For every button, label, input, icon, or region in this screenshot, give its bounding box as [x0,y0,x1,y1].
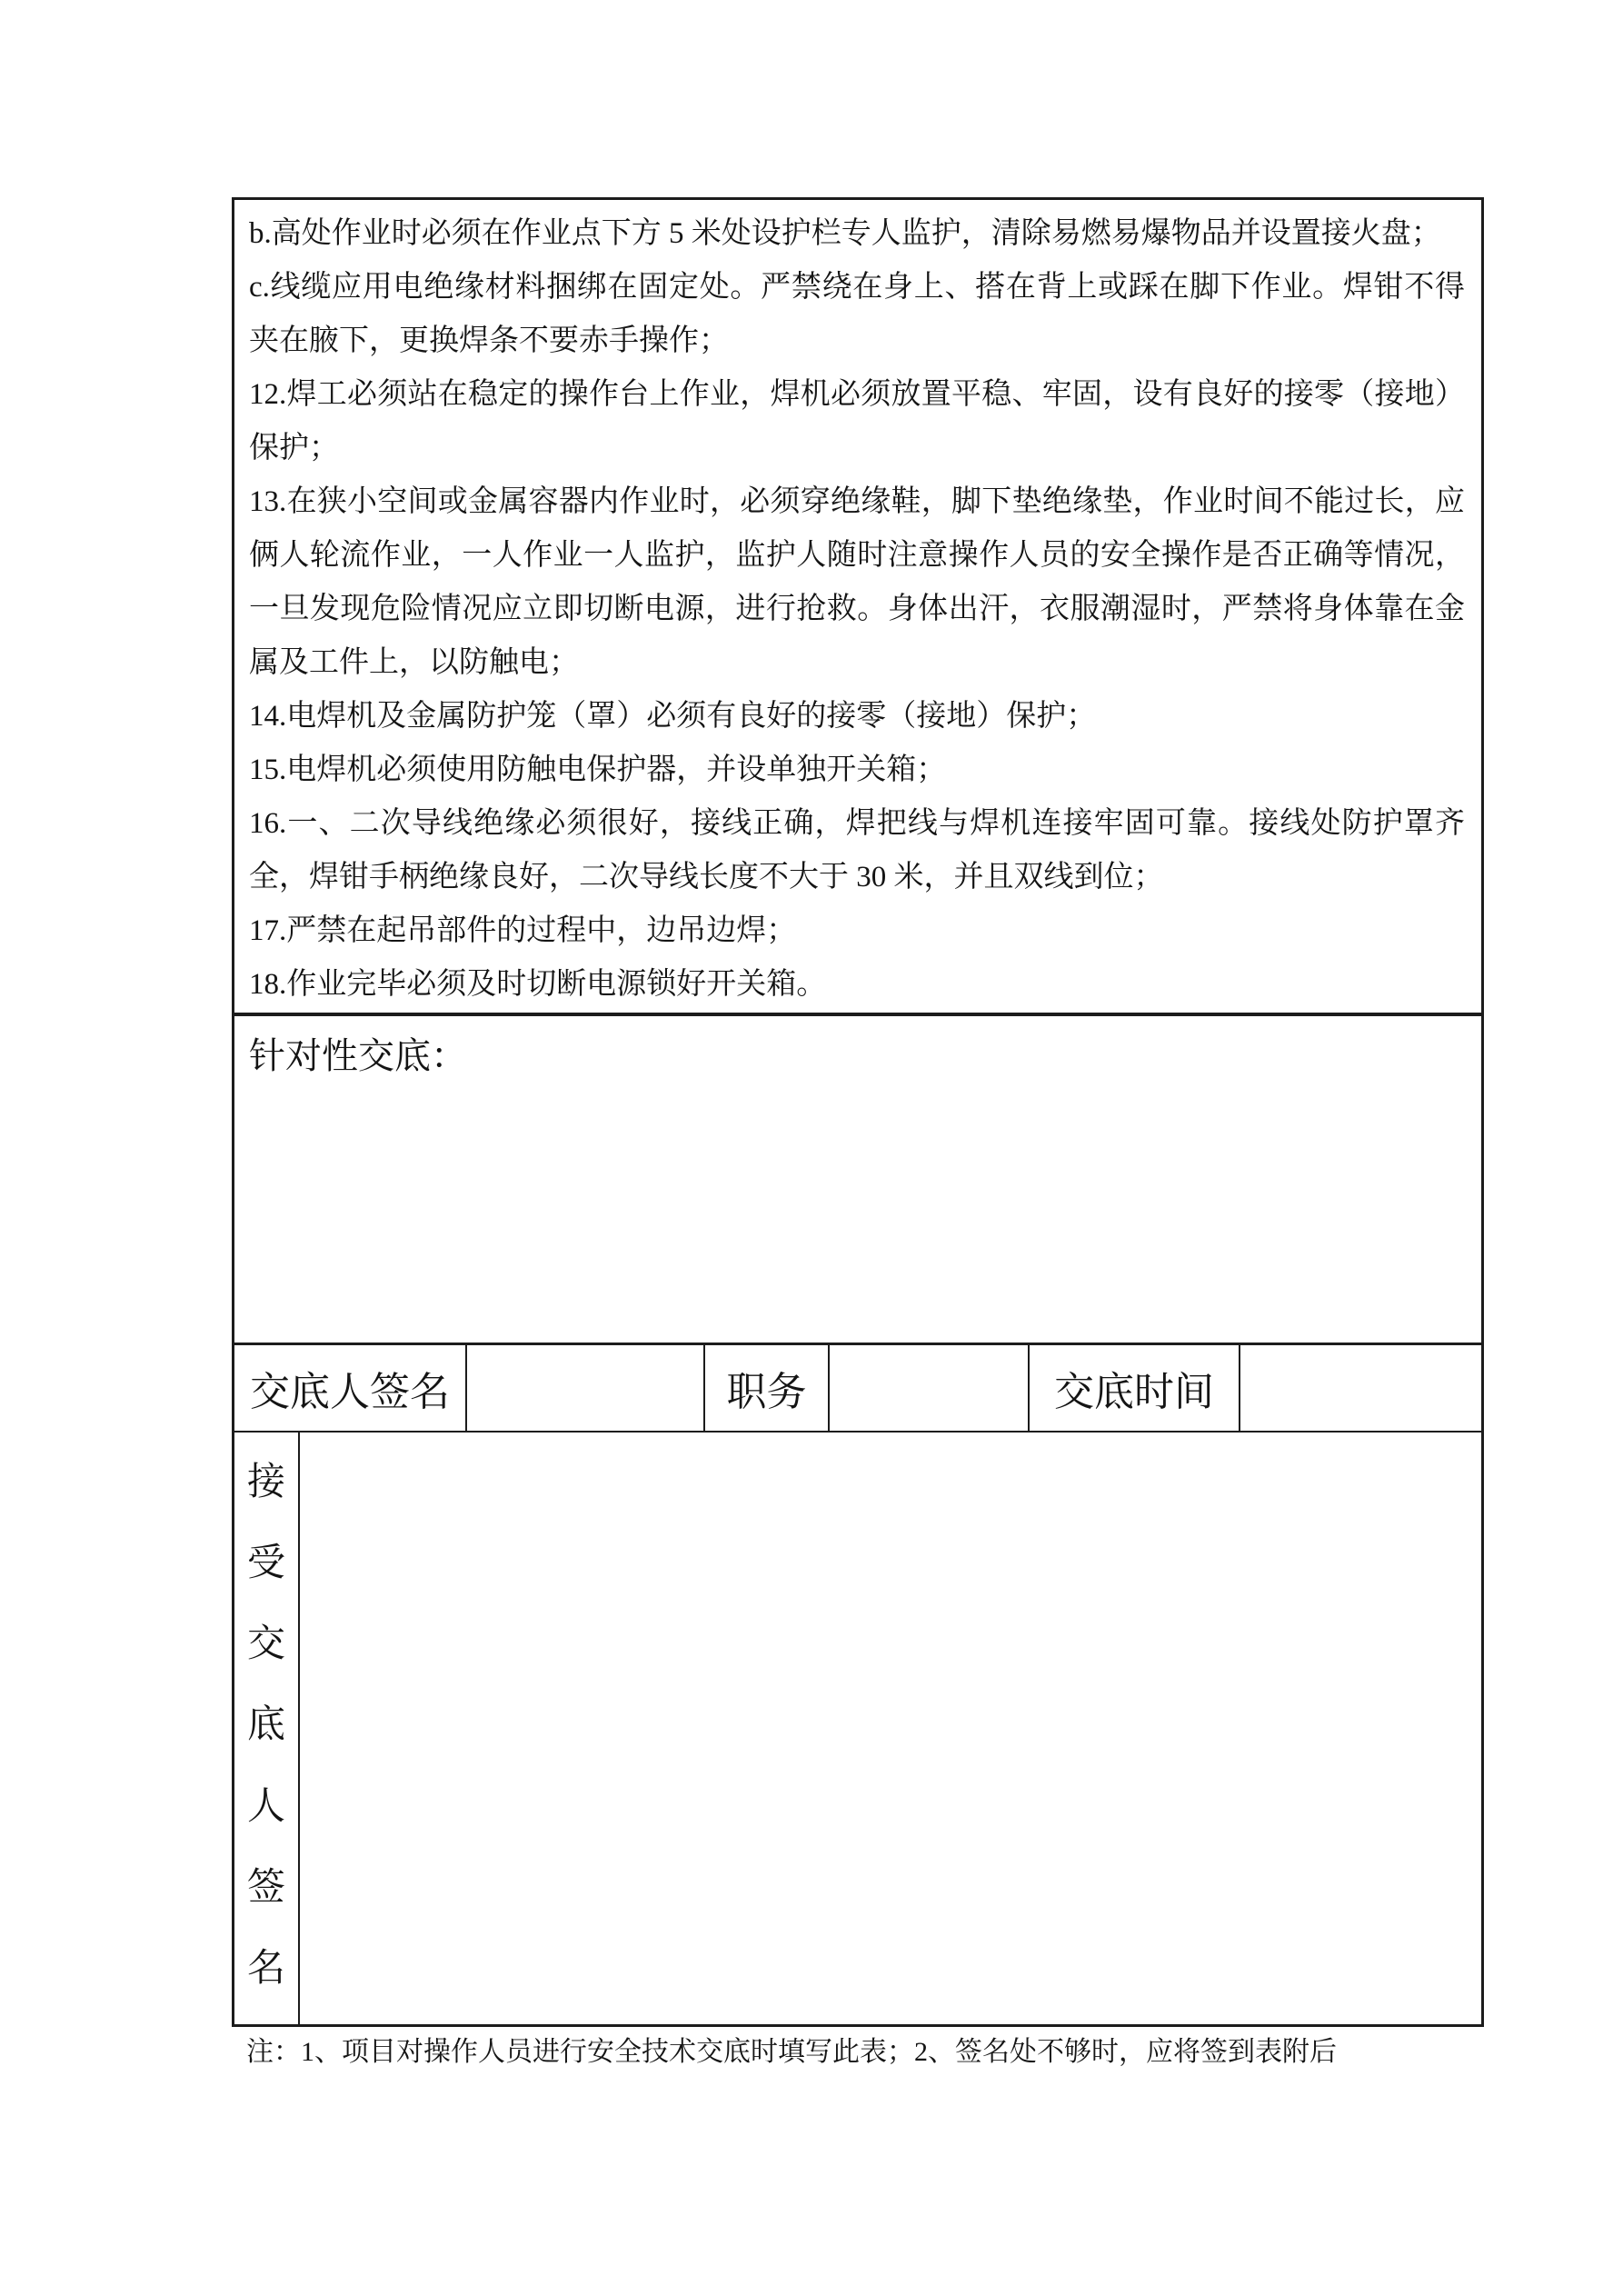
safety-disclosure-table [232,197,1484,2027]
targeted-disclosure-cell[interactable] [234,1016,1481,1345]
discloser-signature-field[interactable] [467,1345,705,1431]
receiver-label-char: 底 [246,1704,285,1747]
safety-item: 16.一、二次导线绝缘必须很好，接线正确，焊把线与焊机连接牢固可靠。接线处防护罩齐全，焊钳手柄绝缘良好，二次导线长度不大于 30 米，并且双线到位； [249,807,1465,893]
disclosure-time-label [1030,1345,1240,1431]
discloser-signature-row [234,1345,1481,1433]
safety-item: 12.焊工必须站在稳定的操作台上作业，焊机必须放置平稳、牢固，设有良好的接零（接地）保护； [249,378,1465,464]
receiver-label-char: 交 [246,1623,285,1666]
receiver-label-char: 接 [246,1461,285,1503]
position-label [705,1345,830,1431]
safety-item: 14.电焊机及金属防护笼（罩）必须有良好的接零（接地）保护； [249,700,1097,733]
safety-item: 18.作业完毕必须及时切断电源锁好开关箱。 [249,968,827,1001]
receiver-label-char: 名 [246,1948,285,1991]
discloser-signature-label [234,1345,467,1431]
receiver-label-char: 签 [246,1867,285,1910]
receiver-signature-label [234,1433,300,2024]
safety-item: c.线缆应用电绝缘材料捆绑在固定处。严禁绕在身上、搭在背上或踩在脚下作业。焊钳不得夹在腋下，更换焊条不要赤手操作； [249,271,1465,357]
discloser-signature-label-text: 交底人签名 [250,1370,450,1414]
safety-item: 13.在狭小空间或金属容器内作业时，必须穿绝缘鞋，脚下垫绝缘垫，作业时间不能过长，应俩人轮流作业，一人作业一人监护，监护人随时注意操作人员的安全操作是否正确等情况，一旦发现危险情况应立即切断电源，进行抢救。身体出汗，衣服潮湿时，严禁将身体靠在金属及工件上，以防触电； [249,485,1465,679]
safety-item: 15.电焊机必须使用防触电保护器，并设单独开关箱； [249,754,947,786]
safety-item: b.高处作业时必须在作业点下方 5 米处设护栏专人监护，清除易燃易爆物品并设置接火盘； [249,217,1441,250]
safety-items-cell [234,200,1481,1016]
position-label-text: 职务 [726,1370,807,1414]
receiver-label-char: 受 [246,1542,285,1584]
disclosure-time-label-text: 交底时间 [1054,1370,1214,1414]
receiver-signature-field[interactable] [300,1433,1481,2024]
receiver-signature-row [234,1433,1481,2024]
position-field[interactable] [830,1345,1030,1431]
safety-item: 17.严禁在起吊部件的过程中，边吊边焊； [249,914,797,947]
footnote: 注：1、项目对操作人员进行安全技术交底时填写此表；2、签名处不够时，应将签到表附后 [246,2037,1337,2067]
disclosure-time-field[interactable] [1240,1345,1481,1431]
targeted-disclosure-heading: 针对性交底： [249,1035,467,1076]
receiver-label-char: 人 [246,1785,285,1828]
